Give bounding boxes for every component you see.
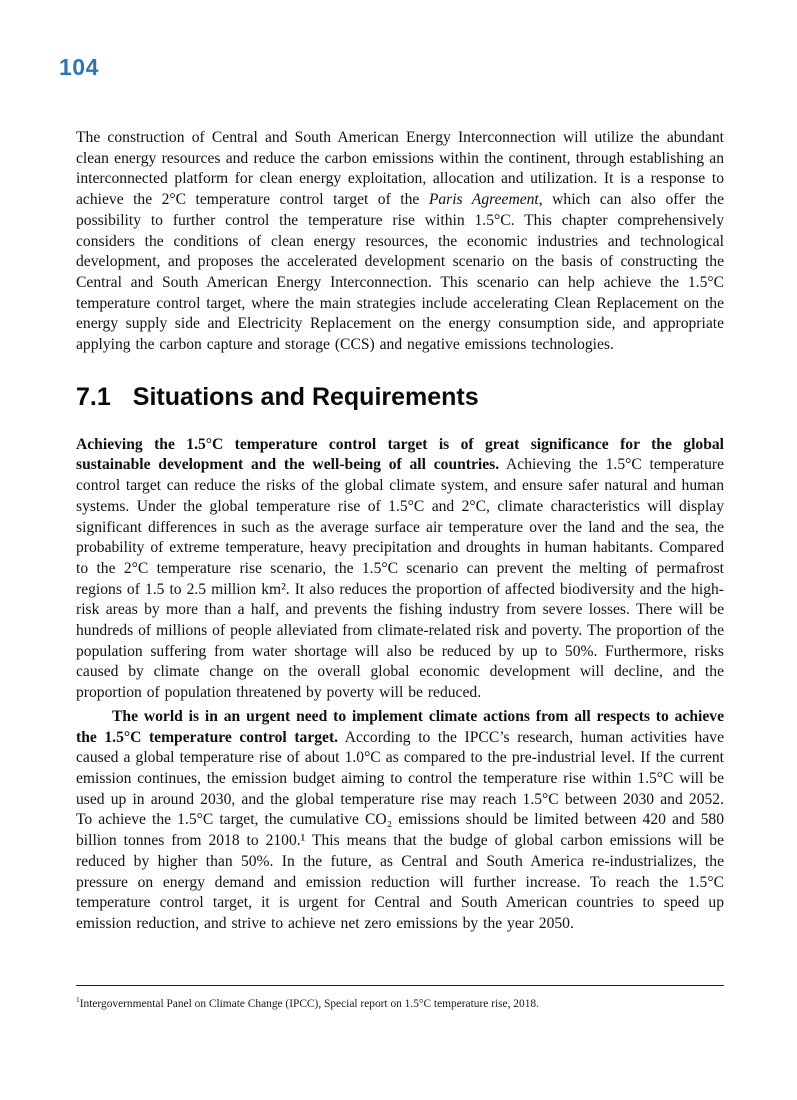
footnote-marker: 1 bbox=[76, 995, 80, 1005]
footnote-block bbox=[76, 985, 724, 1011]
paragraph-significance bbox=[76, 435, 724, 704]
urgency-body: According to the IPCC’s research, human activities have caused a global temperature rise of about 1.0°C as compared to the pre-industrial level. If the current emission continues, the emission budget aiming to control the temperature rise within 1.5°C will be used up in around 2030, and the global temperature rise may reach 1.5°C between 2030 and 2052. To achieve the 1.5°C target, the cumulative CO₂ emissions should be limited between 420 and 580 billion tonnes from 2018 to 2100.¹ This means that the budge of global carbon emissions will be reduced by higher than 50%. In the future, as Central and South America re-industrializes, the pressure on energy demand and emission reduction will further increase. To reach the 1.5°C temperature control target, it is urgent for Central and South American countries to speed up emission reduction, and strive to achieve net zero emissions by the year 2050. bbox=[76, 728, 724, 932]
paragraph-intro bbox=[76, 128, 724, 356]
section-number: 7.1 bbox=[76, 382, 111, 411]
urgency-lead-bold: The world is in an urgent need to implement climate actions from all respects to achieve the 1.5°C temperature control target. bbox=[76, 707, 724, 746]
intro-italic-paris-agreement: Paris Agreement bbox=[428, 191, 539, 209]
footnote-text: Intergovernmental Panel on Climate Change (IPCC), Special report on 1.5°C temperature rise, 2018. bbox=[79, 998, 539, 1010]
intro-text-2: , which can also offer the possibility to further control the temperature rise within 1.5°C. This chapter comprehensively considers the conditions of clean energy resources, the economic industries and technological development, and proposes the accelerated development scenario on the basis of constructing the Central and South American Energy Interconnection. This scenario can help achieve the 1.5°C temperature control target, where the main strategies include accelerating Clean Replacement on the energy supply side and Electricity Replacement on the energy consumption side, and appropriate applying the carbon capture and storage (CCS) and negative emissions technologies. bbox=[76, 191, 725, 354]
section-title: Situations and Requirements bbox=[132, 382, 479, 411]
significance-body: Achieving the 1.5°C temperature control target can reduce the risks of the global climate system, and ensure safer natural and human systems. Under the global temperature rise of 1.5°C and 2°C, climate characteristics will display significant differences in such as the average surface air temperature over the land and the sea, the probability of extreme temperature, heavy precipitation and droughts in human habitants. Compared to the 2°C temperature rise scenario, the 1.5°C scenario can prevent the melting of permafrost regions of 1.5 to 2.5 million km². It also reduces the proportion of affected biodiversity and the high-risk areas by more than a half, and prevents the fishing industry from severe losses. There will be hundreds of millions of people alleviated from climate-related risk and poverty. The proportion of the population suffering from water shortage will also be reduced by up to 50%. Furthermore, risks caused by climate change on the overall global economic development will decline, and the proportion of population threatened by poverty will be reduced. bbox=[76, 456, 724, 702]
footnote bbox=[76, 997, 724, 1011]
intro-text-1: The construction of Central and South American Energy Interconnection will utilize the abundant clean energy resources and reduce the carbon emissions within the continent, through establishing an interconnected platform for clean energy exploitation, allocation and utilization. It is a response to achieve the 2°C temperature control target of the bbox=[76, 129, 724, 209]
page-content bbox=[76, 128, 724, 935]
paragraph-urgency bbox=[76, 707, 724, 935]
footnote-divider bbox=[76, 985, 724, 986]
significance-lead-bold: Achieving the 1.5°C temperature control target is of great significance for the global sustainable development and the well-being of all countries. bbox=[76, 435, 724, 474]
section-heading bbox=[76, 383, 724, 411]
page-number: 104 bbox=[59, 54, 99, 80]
